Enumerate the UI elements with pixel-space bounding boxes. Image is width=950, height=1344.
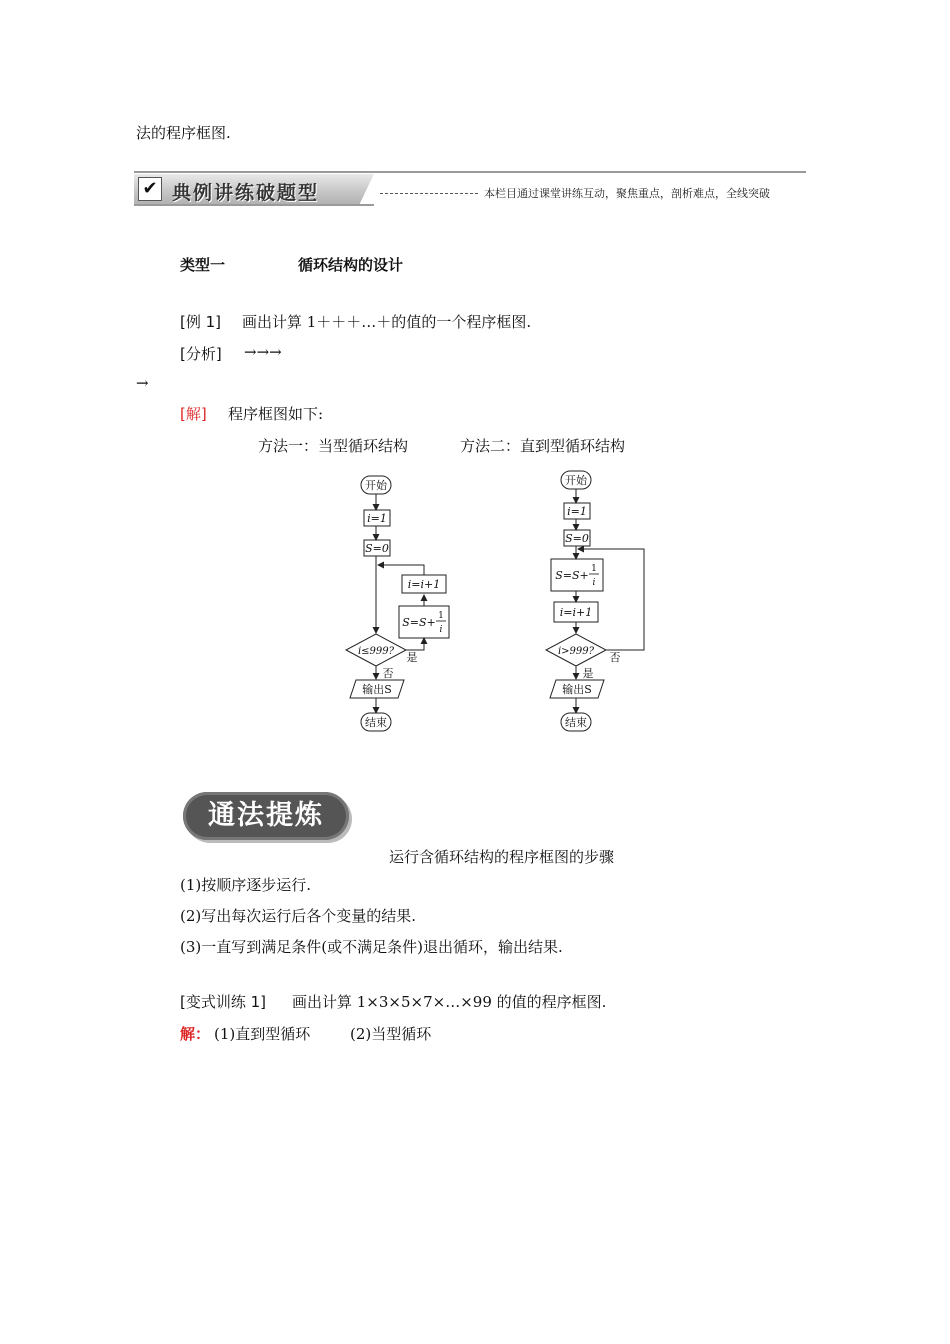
type-label: 类型一: [180, 256, 226, 274]
flow2-start: 开始: [565, 474, 587, 487]
type-title: 循环结构的设计: [298, 256, 404, 274]
flow2-yes: 是: [582, 667, 594, 680]
answer-part-2: (2)当型循环: [350, 1025, 432, 1043]
flow2-condition: i>999?: [557, 646, 595, 657]
flow2-acc: S=S+: [555, 569, 589, 582]
flow1-acc: S=S+: [402, 616, 436, 629]
answer-tag: 解：: [180, 1025, 211, 1043]
answer-part-1: (1)直到型循环: [214, 1025, 311, 1043]
analysis-text: →→→: [244, 343, 282, 361]
step-item: (1)按顺序逐步运行.: [180, 876, 312, 894]
flow1-end: 结束: [365, 716, 387, 729]
flow1-init-i: i=1: [367, 512, 387, 525]
example-text: 画出计算 1＋＋＋…＋的值的一个程序框图.: [242, 313, 532, 331]
variant-text: 画出计算 1×3×5×7×…×99 的值的程序框图.: [292, 993, 607, 1011]
step-item: (2)写出每次运行后各个变量的结果.: [180, 907, 417, 925]
flow2-end: 结束: [565, 716, 587, 729]
steps-title: 运行含循环结构的程序框图的步骤: [389, 848, 615, 866]
banner-title: 典例讲练破题型: [172, 182, 320, 204]
banner-note: 本栏目通过课堂讲练互动，聚焦重点，剖析难点，全线突破: [484, 187, 770, 200]
method-one-label: 方法一：当型循环结构: [258, 437, 409, 455]
badge-text: 通法提炼: [208, 800, 324, 831]
example-tag: [例 1]: [180, 313, 222, 331]
flow2-frac-den: i: [592, 578, 596, 588]
flow2-inc: i=i+1: [559, 606, 593, 619]
flow1-start: 开始: [365, 479, 387, 492]
flow1-init-s: S=0: [365, 542, 389, 555]
flow1-no: 否: [382, 667, 394, 680]
flow2-output: 输出S: [562, 683, 592, 696]
flow2-init-i: i=1: [567, 505, 587, 518]
flow1-frac-den: i: [439, 625, 443, 635]
flow2-init-s: S=0: [565, 532, 589, 545]
flow2-frac-num: 1: [591, 564, 597, 574]
intro-fragment: 法的程序框图.: [136, 124, 231, 142]
checkmark-icon: ✔: [138, 177, 162, 201]
solution-text: 程序框图如下:: [228, 405, 324, 423]
flow1-condition: i≤999?: [357, 646, 395, 657]
flow1-inc: i=i+1: [407, 578, 441, 591]
flow2-no: 否: [609, 651, 621, 664]
method-two-label: 方法二：直到型循环结构: [460, 437, 626, 455]
step-item: (3)一直写到满足条件(或不满足条件)退出循环，输出结果.: [180, 938, 563, 956]
method-summary-badge: [183, 792, 349, 840]
solution-tag: [解]: [180, 405, 207, 423]
analysis-continuation: →: [136, 374, 149, 392]
variant-tag: [变式训练 1]: [180, 993, 267, 1011]
flow1-output: 输出S: [362, 683, 392, 696]
flow1-frac-num: 1: [438, 611, 444, 621]
flow1-yes: 是: [406, 651, 418, 664]
analysis-tag: [分析]: [180, 345, 222, 363]
